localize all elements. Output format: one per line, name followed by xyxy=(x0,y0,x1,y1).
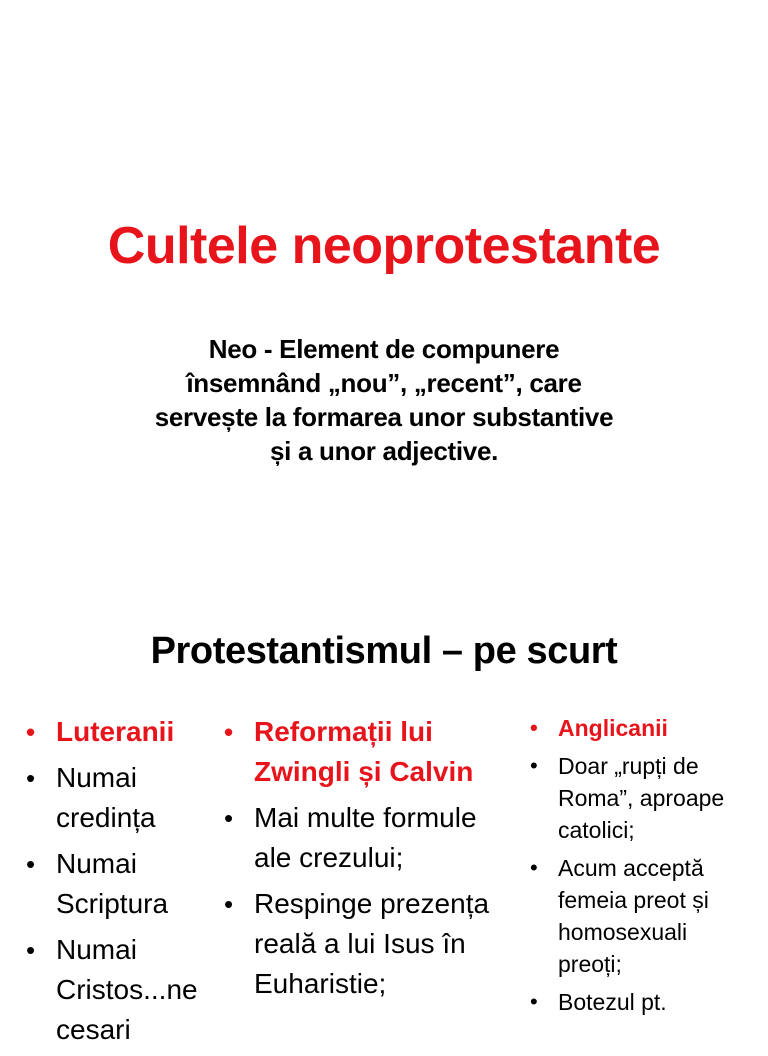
list-item xyxy=(530,750,760,846)
slide-1-subtitle xyxy=(100,332,668,468)
subtitle-line: servește la formarea unor substantive xyxy=(154,402,614,432)
item-line: reală a lui Isus în xyxy=(254,928,466,959)
item-line: Scriptura xyxy=(56,888,169,919)
item-line: femeia preot și xyxy=(558,887,709,913)
column-reformatii xyxy=(224,712,524,1010)
item-line: credința xyxy=(56,802,156,833)
bullet: • xyxy=(224,889,234,919)
bullet: • xyxy=(26,849,36,879)
bullet: • xyxy=(530,855,538,880)
heading-text: Luteranii xyxy=(56,716,175,747)
slide-2-title: Protestantismul – pe scurt xyxy=(150,630,618,672)
item-line: ale crezului; xyxy=(254,842,404,873)
list-item xyxy=(26,844,216,924)
item-line: preoți; xyxy=(558,951,622,977)
item-line: Euharistie; xyxy=(254,968,387,999)
subtitle-line: însemnând „nou”, „recent”, care xyxy=(186,368,582,398)
item-line: Respinge prezența xyxy=(254,888,490,919)
column-heading xyxy=(530,712,760,744)
heading-text: Reformații lui xyxy=(254,716,433,747)
list-item xyxy=(26,758,216,838)
item-line: Botezul pt. xyxy=(558,989,667,1015)
heading-text: Zwingli și Calvin xyxy=(254,756,474,787)
item-line: Doar „rupți de xyxy=(558,753,699,779)
item-line: catolici; xyxy=(558,817,635,843)
bullet: • xyxy=(26,935,36,965)
list-item xyxy=(26,930,216,1050)
list-item xyxy=(530,852,760,980)
item-line: Cristos...ne xyxy=(56,974,198,1005)
list-item xyxy=(224,884,524,1004)
column-luteranii xyxy=(26,712,216,1056)
item-line: homosexuali xyxy=(558,919,688,945)
item-line: Numai xyxy=(56,934,137,965)
item-line: Numai xyxy=(56,848,137,879)
column-anglicanii xyxy=(530,712,760,1024)
column-heading xyxy=(224,712,524,792)
item-line: Numai xyxy=(56,762,137,793)
heading-text: Anglicanii xyxy=(558,715,668,741)
bullet: • xyxy=(530,715,538,740)
bullet: • xyxy=(26,717,36,747)
bullet: • xyxy=(26,763,36,793)
item-line: Mai multe formule xyxy=(254,802,477,833)
bullet: • xyxy=(530,989,538,1014)
column-heading xyxy=(26,712,216,752)
bullet: • xyxy=(530,753,538,778)
list-item xyxy=(530,986,760,1018)
item-line: cesari xyxy=(56,1014,131,1045)
item-line: Acum acceptă xyxy=(558,855,704,881)
bullet: • xyxy=(224,717,234,747)
slide-1-title: Cultele neoprotestante xyxy=(107,217,661,275)
list-item xyxy=(224,798,524,878)
subtitle-line: Neo - Element de compunere xyxy=(208,334,560,364)
item-line: Roma”, aproape xyxy=(558,785,725,811)
subtitle-line: și a unor adjective. xyxy=(269,436,499,466)
bullet: • xyxy=(224,803,234,833)
